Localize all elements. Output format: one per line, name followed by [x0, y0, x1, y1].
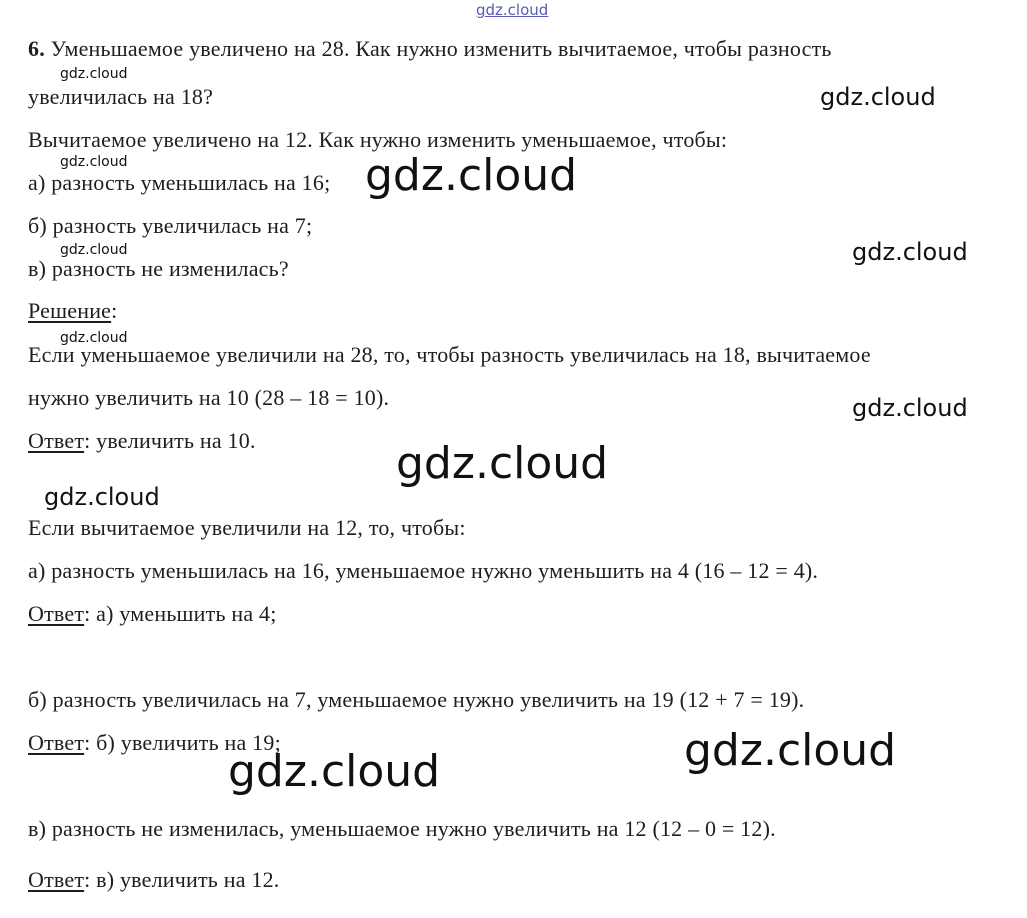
- task-item-b: б) разность увеличилась на 7;: [28, 213, 313, 238]
- task-number: 6.: [28, 36, 45, 61]
- watermark-logo: gdz.cloud: [44, 483, 160, 511]
- solution-heading: [28, 300, 117, 322]
- watermark-logo: gdz.cloud: [852, 394, 968, 422]
- solution-part2-intro: Если вычитаемое увеличили на 12, то, чтобы:: [28, 515, 466, 540]
- solution-part1-line2: нужно увеличить на 10 (28 – 18 = 10).: [28, 385, 390, 410]
- answer-c: [28, 869, 279, 891]
- watermark-logo: gdz.cloud: [396, 438, 609, 489]
- watermark-logo: gdz.cloud: [60, 154, 128, 170]
- answer-1: [28, 430, 256, 452]
- watermark-logo: gdz.cloud: [820, 83, 936, 111]
- watermark-logo: gdz.cloud: [365, 150, 578, 201]
- answer-label: Ответ: [28, 428, 85, 453]
- answer-1-text: : увеличить на 10.: [84, 428, 256, 453]
- watermark-logo: gdz.cloud: [228, 746, 441, 797]
- answer-a-text: : а) уменьшить на 4;: [84, 601, 277, 626]
- task-item-c: в) разность не изменилась?: [28, 256, 289, 281]
- task-line-3: Вычитаемое увеличено на 12. Как нужно изменить уменьшаемое, чтобы:: [28, 127, 728, 152]
- solution-part2-c: в) разность не изменилась, уменьшаемое нужно увеличить на 12 (12 – 0 = 12).: [28, 816, 776, 841]
- solution-heading-colon: :: [111, 298, 118, 323]
- task-line-1: [28, 38, 832, 60]
- task-text-1: Уменьшаемое увеличено на 28. Как нужно изменить вычитаемое, чтобы разность: [50, 36, 832, 61]
- solution-part2-a: а) разность уменьшилась на 16, уменьшаемое нужно уменьшить на 4 (16 – 12 = 4).: [28, 558, 819, 583]
- solution-part1-line1: Если уменьшаемое увеличили на 28, то, чтобы разность увеличилась на 18, вычитаемое: [28, 342, 871, 367]
- watermark-logo: gdz.cloud: [60, 242, 128, 258]
- solution-heading-text: Решение: [28, 298, 112, 323]
- answer-b-text: : б) увеличить на 19;: [84, 730, 281, 755]
- answer-label: Ответ: [28, 601, 85, 626]
- answer-label: Ответ: [28, 867, 85, 892]
- solution-part2-b: б) разность увеличилась на 7, уменьшаемое нужно увеличить на 19 (12 + 7 = 19).: [28, 687, 805, 712]
- task-item-a: а) разность уменьшилась на 16;: [28, 170, 331, 195]
- watermark-logo: gdz.cloud: [476, 1, 549, 19]
- watermark-logo: gdz.cloud: [684, 725, 897, 776]
- watermark-logo: gdz.cloud: [60, 330, 128, 346]
- task-line-2: увеличилась на 18?: [28, 84, 214, 109]
- answer-label: Ответ: [28, 730, 85, 755]
- answer-a: [28, 603, 277, 625]
- answer-c-text: : в) увеличить на 12.: [84, 867, 280, 892]
- watermark-logo: gdz.cloud: [60, 66, 128, 82]
- watermark-logo: gdz.cloud: [852, 238, 968, 266]
